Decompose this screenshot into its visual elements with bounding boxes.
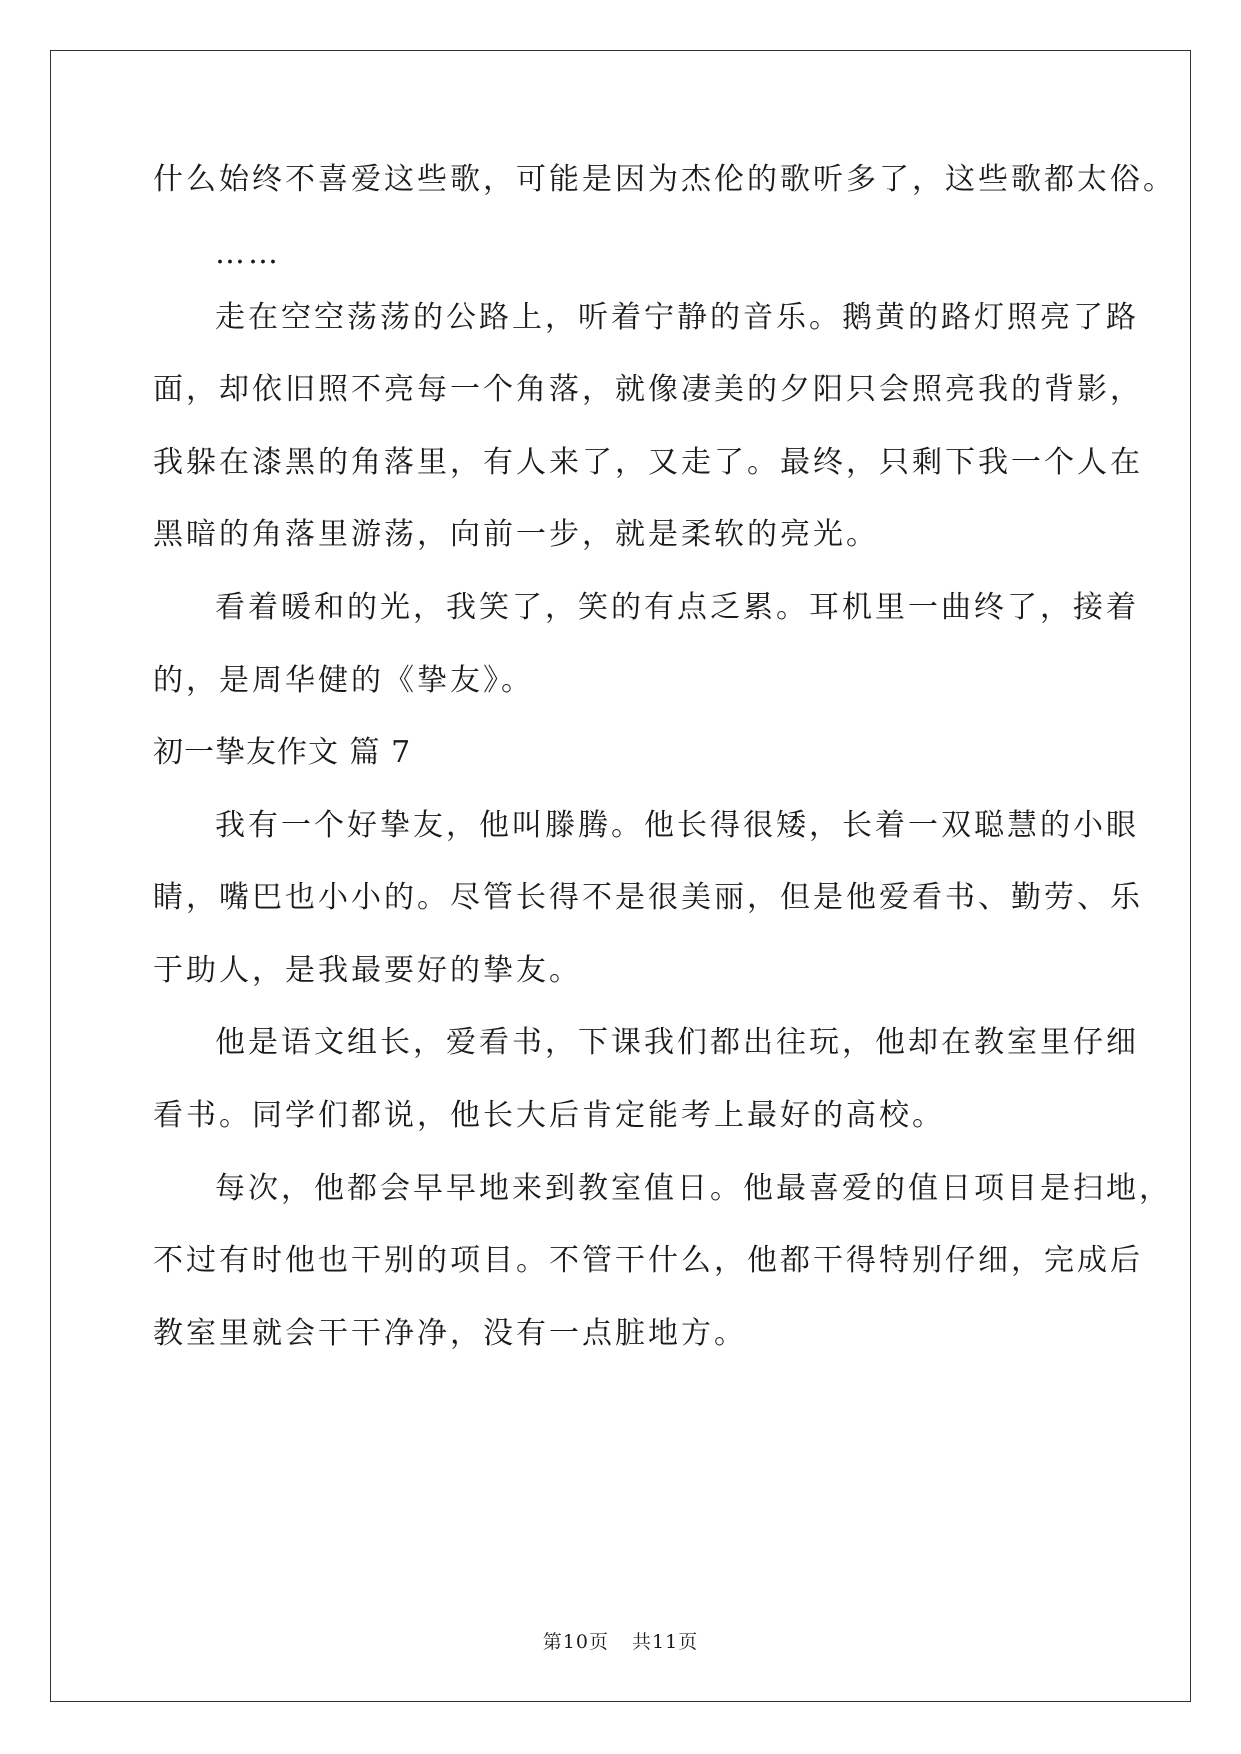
paragraph-line: 我躲在漆黑的角落里，有人来了，又走了。最终，只剩下我一个人在 xyxy=(153,445,1143,480)
section-heading: 初一挚友作文 篇 7 xyxy=(153,735,412,770)
page-footer xyxy=(0,1630,1241,1654)
paragraph-line: 于助人，是我最要好的挚友。 xyxy=(153,953,582,988)
paragraph-line: 睛，嘴巴也小小的。尽管长得不是很美丽，但是他爱看书、勤劳、乐 xyxy=(153,880,1143,915)
paragraph-line: 面，却依旧照不亮每一个角落，就像凄美的夕阳只会照亮我的背影， xyxy=(153,372,1143,407)
paragraph-line: 不过有时他也干别的项目。不管干什么，他都干得特别仔细，完成后 xyxy=(153,1243,1143,1278)
paragraph-line: 我有一个好挚友，他叫滕腾。他长得很矮，长着一双聪慧的小眼 xyxy=(215,808,1139,843)
paragraph-line: 每次，他都会早早地来到教室值日。他最喜爱的值日项目是扫地， xyxy=(215,1171,1172,1206)
paragraph-line: 黑暗的角落里游荡，向前一步，就是柔软的亮光。 xyxy=(153,517,879,552)
paragraph-line: 看着暖和的光，我笑了，笑的有点乏累。耳机里一曲终了，接着 xyxy=(215,590,1139,625)
paragraph-line: 什么始终不喜爱这些歌，可能是因为杰伦的歌听多了，这些歌都太俗。 xyxy=(153,162,1176,197)
page-total: 共11页 xyxy=(632,1631,699,1653)
paragraph-line: 走在空空荡荡的公路上，听着宁静的音乐。鹅黄的路灯照亮了路 xyxy=(215,300,1139,335)
paragraph-line: 他是语文组长，爱看书，下课我们都出往玩，他却在教室里仔细 xyxy=(215,1025,1139,1060)
paragraph-line: 的，是周华健的《挚友》。 xyxy=(153,663,534,698)
paragraph-line: 教室里就会干干净净，没有一点脏地方。 xyxy=(153,1316,747,1351)
page-number: 第10页 xyxy=(542,1631,609,1653)
paragraph-line: 看书。同学们都说，他长大后肯定能考上最好的高校。 xyxy=(153,1098,945,1133)
ellipsis-line: …… xyxy=(215,236,281,271)
